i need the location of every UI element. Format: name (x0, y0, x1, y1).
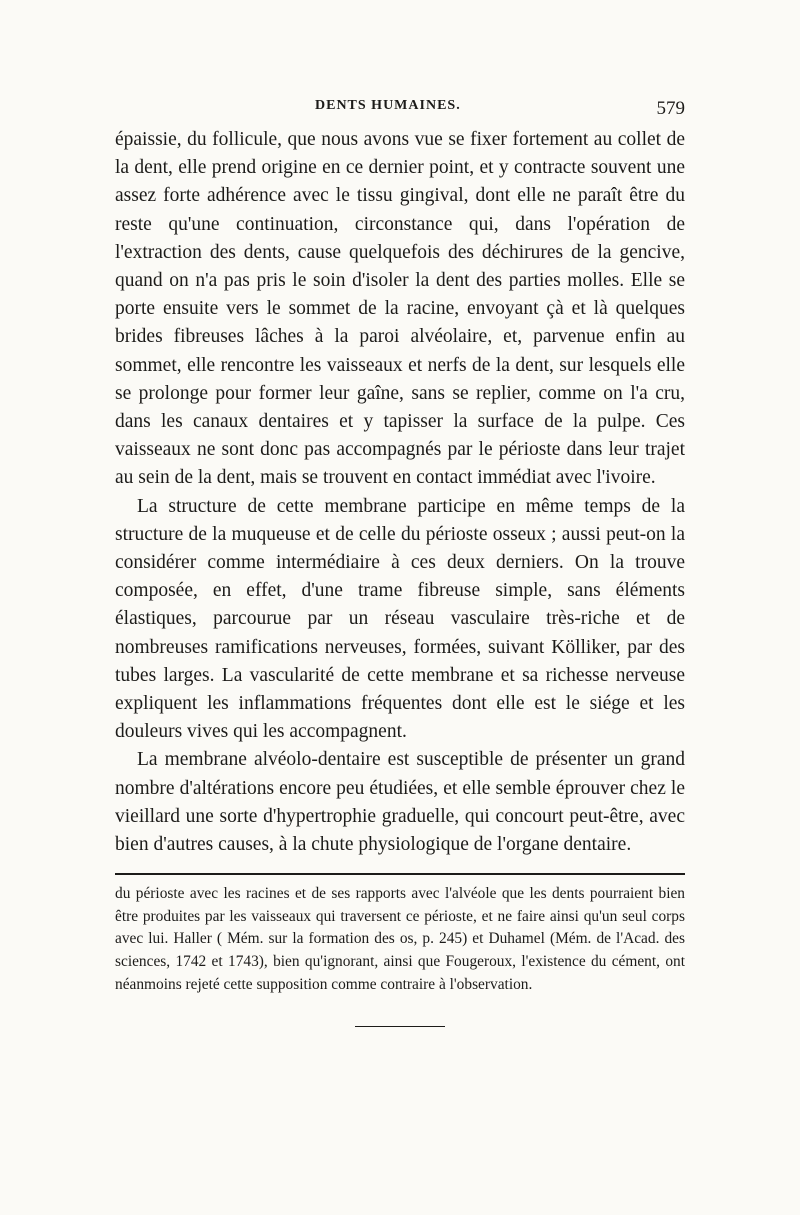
footnote-divider (115, 873, 685, 875)
paragraph: La structure de cette membrane participe en même temps de la structure de la muqueuse et de celle du périoste osseux ; aussi peut-on la considérer comme intermédiaire à ces deux derniers. On la trouve composée, en effet, d'une trame fibreuse simple, sans éléments élastiques, parcourue par un réseau vasculaire très-riche et de nombreuses ramifications nerveuses, formées, suivant Kölliker, par des tubes larges. La vascularité de cette membrane et sa richesse nerveuse expliquent les inflammations fréquentes dont elle est le siége et les douleurs vives qui les accompagnent. (115, 495, 685, 743)
footnote-text: du périoste avec les racines et de ses rapports avec l'alvéole que les dents pourraient bien être produites par les vaisseaux qui traversent ce périoste, et ne faire ainsi qu'un seul corps avec lui. Haller ( Mém. sur la formation des os, p. 245) et Duhamel (Mém. de l'Acad. des sciences, 1742 et 1743), bien qu'ignorant, ainsi que Fougeroux, l'existence du cément, ont néanmoins rejeté cette supposition comme contraire à l'observation. (115, 885, 685, 993)
running-head (115, 98, 685, 124)
paragraph: épaissie, du follicule, que nous avons vue se fixer fortement au collet de la dent, elle prend origine en ce dernier point, et y contracte souvent une assez forte adhérence avec le tissu gingival, dont elle ne paraît être du reste qu'une continuation, circonstance qui, dans l'opération de l'extraction des dents, cause quelquefois des déchirures de la gencive, quand on n'a pas pris le soin d'isoler la dent des parties molles. Elle se porte ensuite vers le sommet de la racine, envoyant çà et là quelques brides fibreuses lâches à la paroi alvéolaire, et, parvenue enfin au sommet, elle rencontre les vaisseaux et nerfs de la dent, sur lesquels elle se prolonge pour former leur gaîne, sans se replier, comme on l'a cru, dans les canaux dentaires et y tapisser la surface de la pulpe. Ces vaisseaux ne sont donc pas accompagnés par le périoste dans leur trajet au sein de la dent, mais se trouvent en contact immédiat avec l'ivoire. (115, 129, 685, 489)
paragraph: La membrane alvéolo-dentaire est susceptible de présenter un grand nombre d'altérations encore peu étudiées, et elle semble éprouver chez le vieillard une sorte d'hypertrophie graduelle, qui concourt peut-être, avec bien d'autres causes, à la chute physiologique de l'organe dentaire. (115, 749, 685, 856)
book-page (115, 98, 685, 1027)
body-text (115, 126, 685, 859)
footnote (115, 883, 685, 996)
page-number: 579 (656, 98, 685, 119)
end-rule (355, 1026, 445, 1027)
running-title: DENTS HUMAINES. (315, 98, 461, 113)
